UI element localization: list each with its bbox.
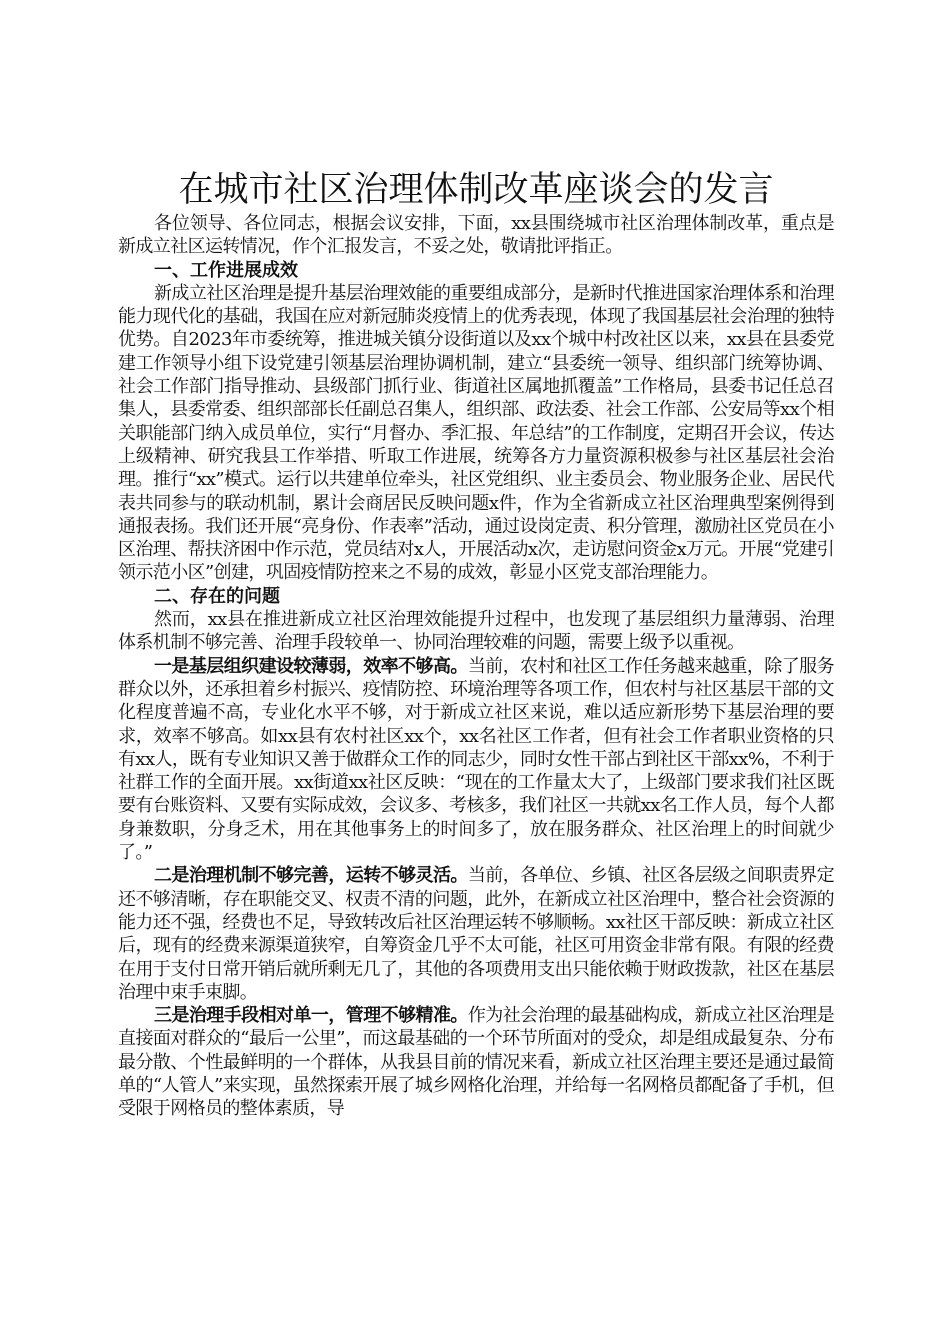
problem-point-1 — [118, 655, 834, 865]
problem-point-3-body: 作为社会治理的最基础构成，新成立社区治理是直接面对群众的“最后一公里”，而这最基础的一个环节所面对的受众，却是组成最复杂、分布最分散、个性最鲜明的一个群体，从我县目前的情况来看，新成立社区治理主要还是通过最简单的“人管人”来实现，虽然探索开展了城乡网格化治理，并给每一名网格员都配备了手机，但受限于网格员的整体素质，导 — [118, 1005, 834, 1120]
problem-point-1-lead: 一是基层组织建设较薄弱，效率不够高。 — [154, 655, 468, 677]
problems-intro-paragraph: 然而，xx县在推进新成立社区治理效能提升过程中，也发现了基层组织力量薄弱、治理体系机制不够完善、治理手段较单一、协同治理较难的问题，需要上级予以重视。 — [118, 609, 834, 654]
problem-point-3-lead: 三是治理手段相对单一，管理不够精准。 — [154, 1005, 468, 1027]
section-heading-problems: 二、存在的问题 — [154, 585, 280, 607]
problem-point-3 — [118, 1004, 834, 1120]
problem-point-2-lead: 二是治理机制不够完善，运转不够灵活。 — [154, 865, 468, 887]
problem-point-1-body: 当前，农村和社区工作任务越来越重，除了服务群众以外，还承担着乡村振兴、疫情防控、环境治理等各项工作，但农村与社区基层干部的文化程度普遍不高，专业化水平不够，对于新成立社区来说，难以适应新形势下基层治理的要求，效率不够高。如xx县有农村社区xx个，xx名社区工作者，但有社会工作者职业资格的只有xx人，既有专业知识又善于做群众工作的同志少，同时女性干部占到社区干部xx%，不利于社群工作的全面开展。xx街道xx社区反映：“现在的工作量太大了，上级部门要求我们社区既要有台账资料、又要有实际成效，会议多、考核多，我们社区一共就xx名工作人员，每个人都身兼数职，分身乏术，用在其他事务上的时间多了，放在服务群众、社区治理上的时间就少了。” — [118, 655, 834, 864]
document-page — [118, 168, 834, 1121]
problem-point-2 — [118, 864, 834, 1004]
problem-point-2-body: 当前，各单位、乡镇、社区各层级之间职责界定还不够清晰，存在职能交叉、权责不清的问题，此外，在新成立社区治理中，整合社会资源的能力还不强，经费也不足，导致转改后社区治理运转不够顺畅。xx社区干部反映：新成立社区后，现有的经费来源渠道狭窄，自筹资金几乎不太可能，社区可用资金非常有限。有限的经费在用于支付日常开销后就所剩无几了，其他的各项费用支出只能依赖于财政拨款，社区在基层治理中束手束脚。 — [118, 865, 834, 1003]
document-title: 在城市社区治理体制改革座谈会的发言 — [178, 170, 774, 210]
intro-paragraph: 各位领导、各位同志，根据会议安排，下面，xx县围绕城市社区治理体制改革，重点是新成立社区运转情况，作个汇报发言，不妥之处，敬请批评指正。 — [118, 213, 834, 258]
achievements-paragraph: 新成立社区治理是提升基层治理效能的重要组成部分，是新时代推进国家治理体系和治理能力现代化的基础，我国在应对新冠肺炎疫情上的优秀表现，体现了我国基层社会治理的独特优势。自2023年市委统筹，推进城关镇分设街道以及xx个城中村改社区以来，xx县在县委党建工作领导小组下设党建引领基层治理协调机制，建立“县委统一领导、组织部门统筹协调、社会工作部门指导推动、县级部门抓行业、街道社区属地抓覆盖”工作格局，县委书记任总召集人，县委常委、组织部部长任副总召集人，组织部、政法委、社会工作部、公安局等xx个相关职能部门纳入成员单位，实行“月督办、季汇报、年总结”的工作制度，定期召开会议，传达上级精神、研究我县工作举措、听取工作进展，统筹各方力量资源积极参与社区基层社会治理。推行“xx”模式。运行以共建单位牵头，社区党组织、业主委员会、物业服务企业、居民代表共同参与的联动机制，累计会商居民反映问题x件，作为全省新成立社区治理典型案例得到通报表扬。我们还开展“亮身份、作表率”活动，通过设岗定责、积分管理，激励社区党员在小区治理、帮扶济困中作示范，党员结对x人，开展活动x次，走访慰问资金x万元。开展“党建引领示范小区”创建，巩固疫情防控来之不易的成效，彰显小区党支部治理能力。 — [118, 282, 834, 584]
section-heading-achievements: 一、工作进展成效 — [154, 259, 298, 281]
